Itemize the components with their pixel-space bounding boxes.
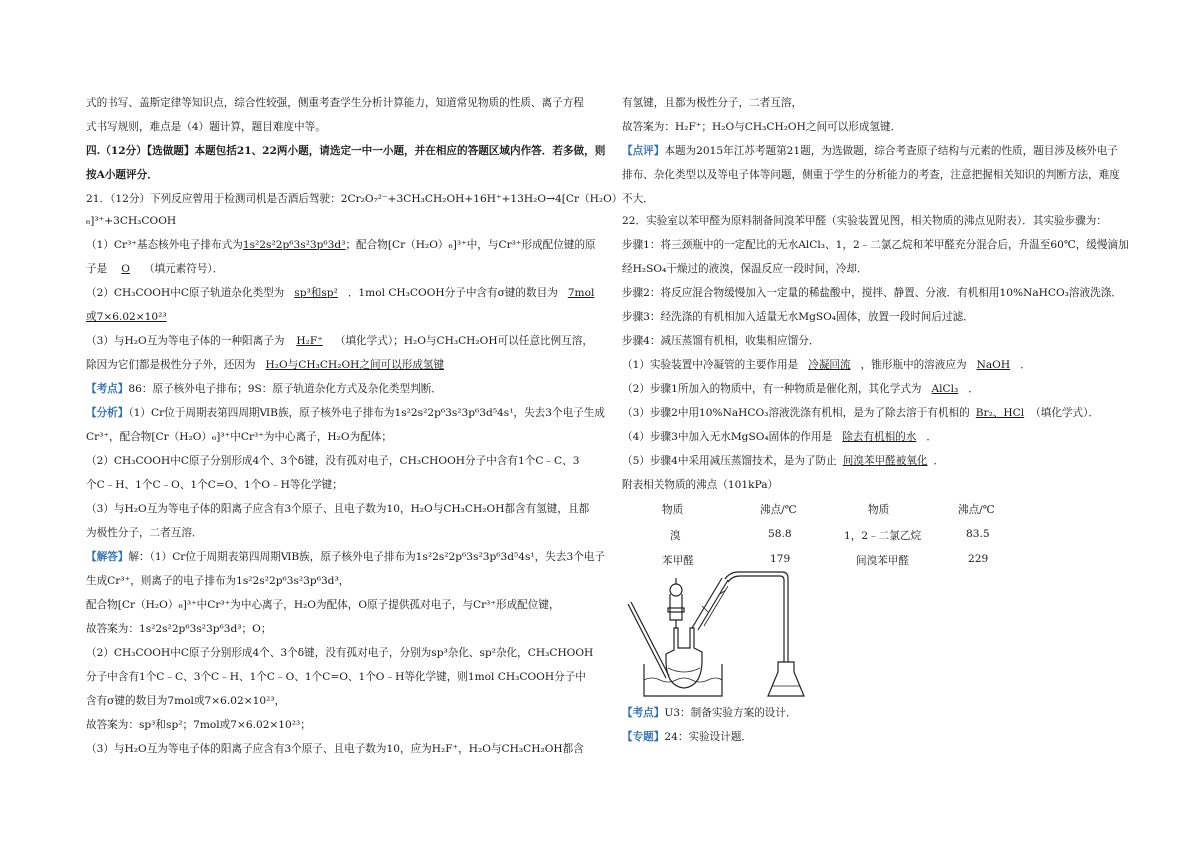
q22-part3 xyxy=(622,406,1099,420)
jieda-tag: 【解答】 xyxy=(86,551,129,563)
zhuanti-line xyxy=(622,730,752,744)
text-line: 含有σ键的数目为7mol或7×6.02×10²³， xyxy=(86,695,286,707)
zhuanti-tag: 【专题】 xyxy=(622,731,665,743)
text: ．1mol CH₃COOH分子中含有σ键的数目为 xyxy=(347,287,558,299)
text: ；配合物[Cr（H₂O）₆]³⁺中，与Cr³⁺形成配位键的原 xyxy=(345,239,596,251)
text: （2）步骤1所加入的物质中，有一种物质是催化剂，其化学式为 xyxy=(622,383,922,395)
question-22-stem: 22．实验室以苯甲醛为原料制备间溴苯甲醛（实验装置见图，相关物质的沸点见附表）．其实验步骤为： xyxy=(622,215,1107,227)
text: （3）与H₂O互为等电子体的一种阳离子为 xyxy=(86,335,285,347)
q22-part1: （1）实验装置中冷凝管的主要作用是 冷凝回流 ，锥形瓶中的溶液应为 NaOH ． xyxy=(622,359,1031,371)
table-cell: 1，2﹣二氯乙烷 xyxy=(844,530,922,542)
step-1-cont: 经H₂SO₄干燥过的液溴，保温反应一段时间，冷却． xyxy=(622,263,868,275)
answer-blank: 除去有机相的水 xyxy=(842,431,917,443)
table-cell: 苯甲醛 xyxy=(662,555,694,567)
text-line: 为极性分子，二者互溶． xyxy=(86,527,203,539)
text: （填化学式）；H₂O与CH₃CH₂OH可以任意比例互溶， xyxy=(334,335,593,347)
text-line: 故答案为：1s²2s²2p⁶3s²3p⁶3d³；O； xyxy=(86,623,272,635)
kaodian-line xyxy=(86,382,442,396)
fenxi-tag: 【分析】 xyxy=(86,407,129,419)
answer-blank: 1s²2s²2p⁶3s²3p⁶3d³ xyxy=(242,239,346,251)
text-line: 分子中含有1个C﹣C、3个C﹣H、1个C﹣O、1个C=O、1个O﹣H等化学键，则1mol CH₃COOH分子中 xyxy=(86,671,586,683)
text: （3）步骤2中用10%NaHCO₃溶液洗涤有机相，是为了除去溶于有机相的 xyxy=(622,407,970,419)
text: 解：（1）Cr位于周期表第四周期ⅥB族，原子核外电子排布为1s²2s²2p⁶3s²3p⁶3d⁵4s¹，失去3个电子 xyxy=(128,551,605,563)
text-line: 配合物[Cr（H₂O）₆]³⁺中Cr³⁺为中心离子，H₂O为配体，O原子提供孤对电子，与Cr³⁺形成配位键， xyxy=(86,599,560,611)
answer-blank: Br₂、HCl xyxy=(975,407,1025,419)
text-line: （3）与H₂O互为等电子体的阳离子应含有3个原子、且电子数为10，H₂O与CH₃CH₂OH都含有氢键，且都 xyxy=(86,503,590,515)
text-line: 故答案为：H₂F⁺；H₂O与CH₃CH₂OH之间可以形成氢键． xyxy=(622,121,902,133)
text-line: 不大． xyxy=(622,193,654,205)
question-21-stem: 21．（12分）下列反应曾用于检测司机是否酒后驾驶：2Cr₂O₇²⁻+3CH₃CH₂OH+16H⁺+13H₂O→4[Cr（H₂O） xyxy=(86,193,623,205)
text-line: Cr³⁺，配合物[Cr（H₂O）₆]³⁺中Cr³⁺为中心离子，H₂O为配体； xyxy=(86,431,392,443)
text: （1）Cr³⁺基态核外电子排布式为 xyxy=(86,239,243,251)
q22-part4: （4）步骤3中加入无水MgSO₄固体的作用是 除去有机相的水 ． xyxy=(622,431,937,443)
answer-blank: sp³和sp² xyxy=(294,287,338,299)
answer-blank: 冷凝回流 xyxy=(808,359,851,371)
text: 24：实验设计题． xyxy=(664,731,753,743)
answer-blank: AlCl₃ xyxy=(931,383,959,395)
table-cell: 间溴苯甲醛 xyxy=(856,555,909,567)
table-cell: 229 xyxy=(968,553,989,565)
kaodian-tag: 【考点】 xyxy=(622,707,665,719)
text-line: （2）CH₃COOH中C原子分别形成4个、3个δ键，没有孤对电子，分别为sp³杂化、sp²杂化，CH₃CHOOH xyxy=(86,647,594,659)
text: 本题为2015年江苏考题第21题，为选做题，综合考查原子结构与元素的性质，题目涉及核外电子 xyxy=(664,145,1118,157)
text: （填元素符号）． xyxy=(143,263,224,275)
answer-blank: H₂O与CH₃CH₂OH之间可以形成氢键 xyxy=(265,359,445,371)
text: （4）步骤3中加入无水MgSO₄固体的作用是 xyxy=(622,431,833,443)
table-cell: 179 xyxy=(770,553,791,565)
answer-blank: NaOH xyxy=(976,359,1011,371)
dianping-line xyxy=(622,144,1118,158)
jieda-line xyxy=(86,550,605,564)
text: （1）实验装置中冷凝管的主要作用是 xyxy=(622,359,799,371)
answer-blank: 7mol xyxy=(567,287,595,299)
table-header: 物质 xyxy=(662,504,684,516)
q22-part2: （2）步骤1所加入的物质中，有一种物质是催化剂，其化学式为 AlCl₃ ． xyxy=(622,383,979,395)
step-2: 步骤2：将反应混合物缓慢加入一定量的稀盐酸中，搅拌、静置、分液．有机相用10%NaHCO₃溶液洗涤． xyxy=(622,287,1122,299)
text-line: 故答案为：sp³和sp²；7mol或7×6.02×10²³； xyxy=(86,719,311,731)
lab-apparatus-diagram-icon xyxy=(622,568,832,700)
table-caption: 附表相关物质的沸点（101kPa） xyxy=(622,479,779,491)
section-heading-cont: 按A小题评分． xyxy=(86,169,158,181)
q21-part1-cont xyxy=(86,262,223,276)
kaodian-line xyxy=(622,706,797,720)
text: 子是 xyxy=(86,263,108,275)
table-cell: 58.8 xyxy=(768,528,792,540)
answer-blank-cont: 或7×6.02×10²³ xyxy=(86,311,167,323)
q21-part1 xyxy=(86,238,596,252)
text: ，锥形瓶中的溶液应为 xyxy=(860,359,967,371)
text: 除因为它们都是极性分子外，还因为 xyxy=(86,359,256,371)
question-21-stem-cont: ₆]³⁺+3CH₃COOH xyxy=(86,215,177,227)
answer-blank: H₂F⁺ xyxy=(296,335,323,347)
text-line: （3）与H₂O互为等电子体的阳离子应含有3个原子、且电子数为10，应为H₂F⁺，H₂O与CH₃CH₂OH都含 xyxy=(86,743,584,755)
text-line: 式书写规则，难点是（4）题计算，题目难度中等。 xyxy=(86,121,326,133)
q21-part3 xyxy=(86,334,593,348)
text-line: 个C﹣H、1个C﹣O、1个C=O、1个O﹣H等化学键； xyxy=(86,479,343,491)
step-3: 步骤3：经洗涤的有机相加入适量无水MgSO₄固体，放置一段时间后过滤． xyxy=(622,311,974,323)
q21-part2 xyxy=(86,286,594,300)
table-header: 物质 xyxy=(868,504,890,516)
boiling-point-table xyxy=(650,502,995,572)
kaodian-tag: 【考点】 xyxy=(86,383,129,395)
text-line: 排布、杂化类型以及等电子体等问题，侧重于学生的分析能力的考查，注意把握相关知识的判断方法，难度 xyxy=(622,169,1120,181)
table-cell: 83.5 xyxy=(966,528,990,540)
text-line: 有氢键，且都为极性分子，二者互溶， xyxy=(622,97,803,109)
text-line: 生成Cr³⁺，则离子的电子排布为1s²2s²2p⁶3s²3p⁶3d³， xyxy=(86,575,350,587)
answer-blank: O xyxy=(121,263,130,275)
text: （2）CH₃COOH中C原子轨道杂化类型为 xyxy=(86,287,285,299)
text: （5）步骤4中采用减压蒸馏技术，是为了防止 xyxy=(622,455,837,467)
text-line: 式的书写、盖斯定律等知识点，综合性较强，侧重考查学生分析计算能力，知道常见物质的性质、离子方程 xyxy=(86,97,584,109)
step-1: 步骤1：将三颈瓶中的一定配比的无水AlCl₃、1，2﹣二氯乙烷和苯甲醛充分混合后，升温至60℃，缓慢滴加 xyxy=(622,239,1129,251)
text: （1）Cr位于周期表第四周期ⅥB族，原子核外电子排布为1s²2s²2p⁶3s²3p⁶3d⁵4s¹，失去3个电子生成 xyxy=(128,407,605,419)
step-4: 步骤4：减压蒸馏有机相，收集相应馏分． xyxy=(622,335,820,347)
dianping-tag: 【点评】 xyxy=(622,145,665,157)
section-heading: 四.（12分）【选做题】本题包括21、22两小题，请选定一中一小题，并在相应的答题区域内作答．若多做，则 xyxy=(86,145,606,157)
fenxi-line xyxy=(86,406,605,420)
text: （填化学式）． xyxy=(1030,407,1100,419)
table-header: 沸点/℃ xyxy=(760,504,797,516)
text-line: （2）CH₃COOH中C原子分别形成4个、3个δ键，没有孤对电子，CH₃CHOOH分子中含有1个C﹣C、3 xyxy=(86,455,580,467)
q21-part3-cont xyxy=(86,358,454,372)
text: U3：制备实验方案的设计． xyxy=(664,707,797,719)
text: 86：原子核外电子排布；9S：原子轨道杂化方式及杂化类型判断． xyxy=(128,383,442,395)
answer-blank: 间溴苯甲醛被氧化 xyxy=(842,455,928,467)
q22-part5: （5）步骤4中采用减压蒸馏技术，是为了防止 间溴苯甲醛被氧化 ． xyxy=(622,455,945,467)
table-cell: 溴 xyxy=(670,530,681,542)
table-header: 沸点/℃ xyxy=(958,504,995,516)
